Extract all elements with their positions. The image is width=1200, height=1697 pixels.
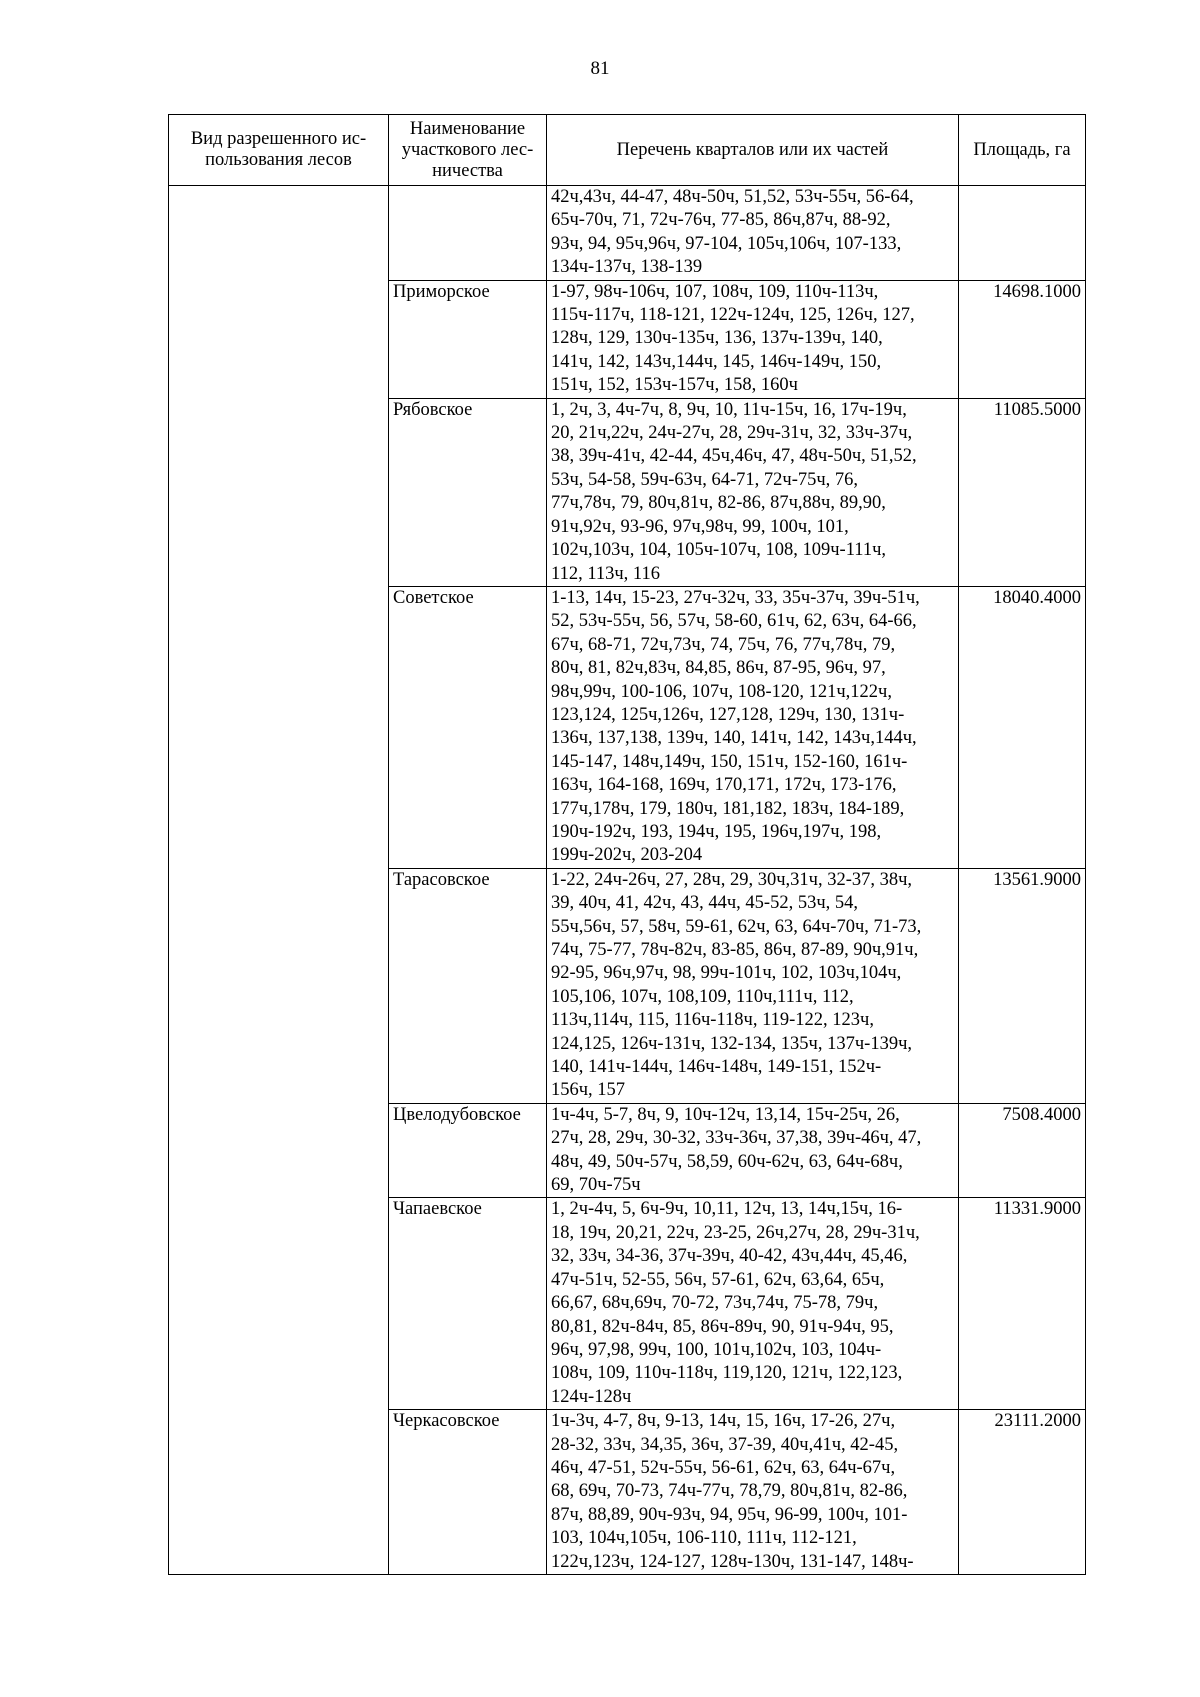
header-use-type: Вид разрешенного ис-пользования лесов xyxy=(169,115,389,186)
forestry-name-cell: Приморское xyxy=(389,280,547,398)
quarters-line: 113ч,114ч, 115, 116ч-118ч, 119-122, 123ч, xyxy=(551,1010,874,1031)
quarters-line: 1-22, 24ч-26ч, 27, 28ч, 29, 30ч,31ч, 32-37, 38ч, xyxy=(551,869,913,890)
area-cell: 11085.5000 xyxy=(959,398,1086,586)
quarters-line: 98ч,99ч, 100-106, 107ч, 108-120, 121ч,122ч, xyxy=(551,681,892,702)
quarters-cell xyxy=(547,280,959,398)
quarters-line: 20, 21ч,22ч, 24ч-27ч, 28, 29ч-31ч, 32, 33ч-37ч, xyxy=(551,423,913,444)
area-cell: 14698.1000 xyxy=(959,280,1086,398)
quarters-line: 141ч, 142, 143ч,144ч, 145, 146ч-149ч, 150, xyxy=(551,351,882,372)
quarters-line: 65ч-70ч, 71, 72ч-76ч, 77-85, 86ч,87ч, 88-92, xyxy=(551,210,891,231)
quarters-cell xyxy=(547,1103,959,1198)
page-number: 81 xyxy=(590,58,610,79)
forestry-name-cell: Цвелодубовское xyxy=(389,1103,547,1198)
quarters-line: 199ч-202ч, 203-204 xyxy=(551,845,703,866)
quarters-line: 66,67, 68ч,69ч, 70-72, 73ч,74ч, 75-78, 79ч, xyxy=(551,1293,879,1314)
quarters-line: 140, 141ч-144ч, 146ч-148ч, 149-151, 152ч- xyxy=(551,1057,882,1078)
quarters-line: 102ч,103ч, 104, 105ч-107ч, 108, 109ч-111ч, xyxy=(551,540,887,561)
quarters-cell xyxy=(547,1198,959,1410)
quarters-line: 1ч-4ч, 5-7, 8ч, 9, 10ч-12ч, 13,14, 15ч-25ч, 26, xyxy=(551,1104,900,1125)
area-cell: 7508.4000 xyxy=(959,1103,1086,1198)
quarters-cell xyxy=(547,1410,959,1575)
quarters-line: 87ч, 88,89, 90ч-93ч, 94, 95ч, 96-99, 100ч, 101- xyxy=(551,1504,908,1525)
quarters-line: 122ч,123ч, 124-127, 128ч-130ч, 131-147, 148ч- xyxy=(551,1551,914,1572)
quarters-line: 124ч-128ч xyxy=(551,1386,632,1407)
quarters-line: 112, 113ч, 116 xyxy=(551,563,660,584)
quarters-line: 123,124, 125ч,126ч, 127,128, 129ч, 130, 131ч- xyxy=(551,704,905,725)
quarters-line: 124,125, 126ч-131ч, 132-134, 135ч, 137ч-139ч, xyxy=(551,1033,913,1054)
quarters-line: 38, 39ч-41ч, 42-44, 45ч,46ч, 47, 48ч-50ч, 51,52, xyxy=(551,446,917,467)
header-quarters: Перечень кварталов или их частей xyxy=(547,115,959,186)
quarters-line: 105,106, 107ч, 108,109, 110ч,111ч, 112, xyxy=(551,986,854,1007)
quarters-line: 47ч-51ч, 52-55, 56ч, 57-61, 62ч, 63,64, 65ч, xyxy=(551,1269,885,1290)
quarters-line: 53ч, 54-58, 59ч-63ч, 64-71, 72ч-75ч, 76, xyxy=(551,469,859,490)
quarters-line: 69, 70ч-75ч xyxy=(551,1175,641,1196)
quarters-line: 103, 104ч,105ч, 106-110, 111ч, 112-121, xyxy=(551,1528,857,1549)
quarters-line: 1ч-3ч, 4-7, 8ч, 9-13, 14ч, 15, 16ч, 17-26, 27ч, xyxy=(551,1411,896,1432)
quarters-line: 93ч, 94, 95ч,96ч, 97-104, 105ч,106ч, 107-133, xyxy=(551,233,902,254)
table-header xyxy=(169,115,1086,186)
quarters-line: 48ч, 49, 50ч-57ч, 58,59, 60ч-62ч, 63, 64ч-68ч, xyxy=(551,1151,903,1172)
quarters-line: 18, 19ч, 20,21, 22ч, 23-25, 26ч,27ч, 28, 29ч-31ч, xyxy=(551,1222,920,1243)
quarters-line: 80ч, 81, 82ч,83ч, 84,85, 86ч, 87-95, 96ч, 97, xyxy=(551,658,886,679)
quarters-line: 190ч-192ч, 193, 194ч, 195, 196ч,197ч, 198, xyxy=(551,821,882,842)
quarters-line: 156ч, 157 xyxy=(551,1080,626,1101)
quarters-line: 68, 69ч, 70-73, 74ч-77ч, 78,79, 80ч,81ч, 82-86, xyxy=(551,1481,908,1502)
area-cell: 23111.2000 xyxy=(959,1410,1086,1575)
quarters-line: 32, 33ч, 34-36, 37ч-39ч, 40-42, 43ч,44ч, 45,46, xyxy=(551,1246,908,1267)
quarters-line: 108ч, 109, 110ч-118ч, 119,120, 121ч, 122,123, xyxy=(551,1363,903,1384)
forestry-name-cell xyxy=(389,186,547,281)
quarters-line: 145-147, 148ч,149ч, 150, 151ч, 152-160, 161ч- xyxy=(551,751,908,772)
area-cell xyxy=(959,186,1086,281)
quarters-cell xyxy=(547,586,959,868)
forestry-name-cell: Рябовское xyxy=(389,398,547,586)
use-type-cell xyxy=(169,186,389,1575)
forestry-name-cell: Чапаевское xyxy=(389,1198,547,1410)
quarters-line: 1-13, 14ч, 15-23, 27ч-32ч, 33, 35ч-37ч, 39ч-51ч, xyxy=(551,587,920,608)
quarters-line: 42ч,43ч, 44-47, 48ч-50ч, 51,52, 53ч-55ч, 56-64, xyxy=(551,187,914,207)
quarters-line: 134ч-137ч, 138-139 xyxy=(551,257,703,278)
quarters-line: 128ч, 129, 130ч-135ч, 136, 137ч-139ч, 140, xyxy=(551,328,883,349)
quarters-line: 115ч-117ч, 118-121, 122ч-124ч, 125, 126ч, 127, xyxy=(551,305,915,326)
table-row xyxy=(169,186,1086,281)
quarters-cell xyxy=(547,398,959,586)
quarters-line: 27ч, 28, 29ч, 30-32, 33ч-36ч, 37,38, 39ч-46ч, 47, xyxy=(551,1128,922,1149)
quarters-line: 67ч, 68-71, 72ч,73ч, 74, 75ч, 76, 77ч,78ч, 79, xyxy=(551,634,896,655)
area-cell: 13561.9000 xyxy=(959,868,1086,1103)
quarters-line: 136ч, 137,138, 139ч, 140, 141ч, 142, 143ч,144ч, xyxy=(551,728,917,749)
quarters-line: 80,81, 82ч-84ч, 85, 86ч-89ч, 90, 91ч-94ч, 95, xyxy=(551,1316,894,1337)
forest-quarters-table xyxy=(168,114,1086,1575)
quarters-line: 91ч,92ч, 93-96, 97ч,98ч, 99, 100ч, 101, xyxy=(551,516,849,537)
quarters-line: 1, 2ч-4ч, 5, 6ч-9ч, 10,11, 12ч, 13, 14ч,15ч, 16- xyxy=(551,1199,903,1220)
table-body xyxy=(169,186,1086,1575)
forestry-name-cell: Тарасовское xyxy=(389,868,547,1103)
quarters-line: 46ч, 47-51, 52ч-55ч, 56-61, 62ч, 63, 64ч-67ч, xyxy=(551,1457,896,1478)
forestry-name-cell: Черкасовское xyxy=(389,1410,547,1575)
quarters-cell xyxy=(547,868,959,1103)
quarters-line: 151ч, 152, 153ч-157ч, 158, 160ч xyxy=(551,375,798,396)
quarters-line: 77ч,78ч, 79, 80ч,81ч, 82-86, 87ч,88ч, 89,90, xyxy=(551,493,886,514)
header-area: Площадь, га xyxy=(959,115,1086,186)
quarters-line: 96ч, 97,98, 99ч, 100, 101ч,102ч, 103, 104ч- xyxy=(551,1339,882,1360)
quarters-line: 1-97, 98ч-106ч, 107, 108ч, 109, 110ч-113ч, xyxy=(551,281,879,302)
header-row xyxy=(169,115,1086,186)
quarters-line: 177ч,178ч, 179, 180ч, 181,182, 183ч, 184-189, xyxy=(551,798,905,819)
quarters-line: 1, 2ч, 3, 4ч-7ч, 8, 9ч, 10, 11ч-15ч, 16, 17ч-19ч, xyxy=(551,399,907,420)
quarters-line: 55ч,56ч, 57, 58ч, 59-61, 62ч, 63, 64ч-70ч, 71-73, xyxy=(551,916,922,937)
header-forestry-name: Наименование участкового лес-ничества xyxy=(389,115,547,186)
area-cell: 11331.9000 xyxy=(959,1198,1086,1410)
quarters-line: 39, 40ч, 41, 42ч, 43, 44ч, 45-52, 53ч, 54, xyxy=(551,893,859,914)
quarters-line: 163ч, 164-168, 169ч, 170,171, 172ч, 173-176, xyxy=(551,775,897,796)
forestry-name-cell: Советское xyxy=(389,586,547,868)
area-cell: 18040.4000 xyxy=(959,586,1086,868)
quarters-cell xyxy=(547,186,959,281)
quarters-line: 74ч, 75-77, 78ч-82ч, 83-85, 86ч, 87-89, 90ч,91ч, xyxy=(551,940,919,960)
quarters-line: 28-32, 33ч, 34,35, 36ч, 37-39, 40ч,41ч, 42-45, xyxy=(551,1434,899,1455)
quarters-line: 52, 53ч-55ч, 56, 57ч, 58-60, 61ч, 62, 63ч, 64-66, xyxy=(551,611,917,632)
quarters-line: 92-95, 96ч,97ч, 98, 99ч-101ч, 102, 103ч,104ч, xyxy=(551,963,902,984)
